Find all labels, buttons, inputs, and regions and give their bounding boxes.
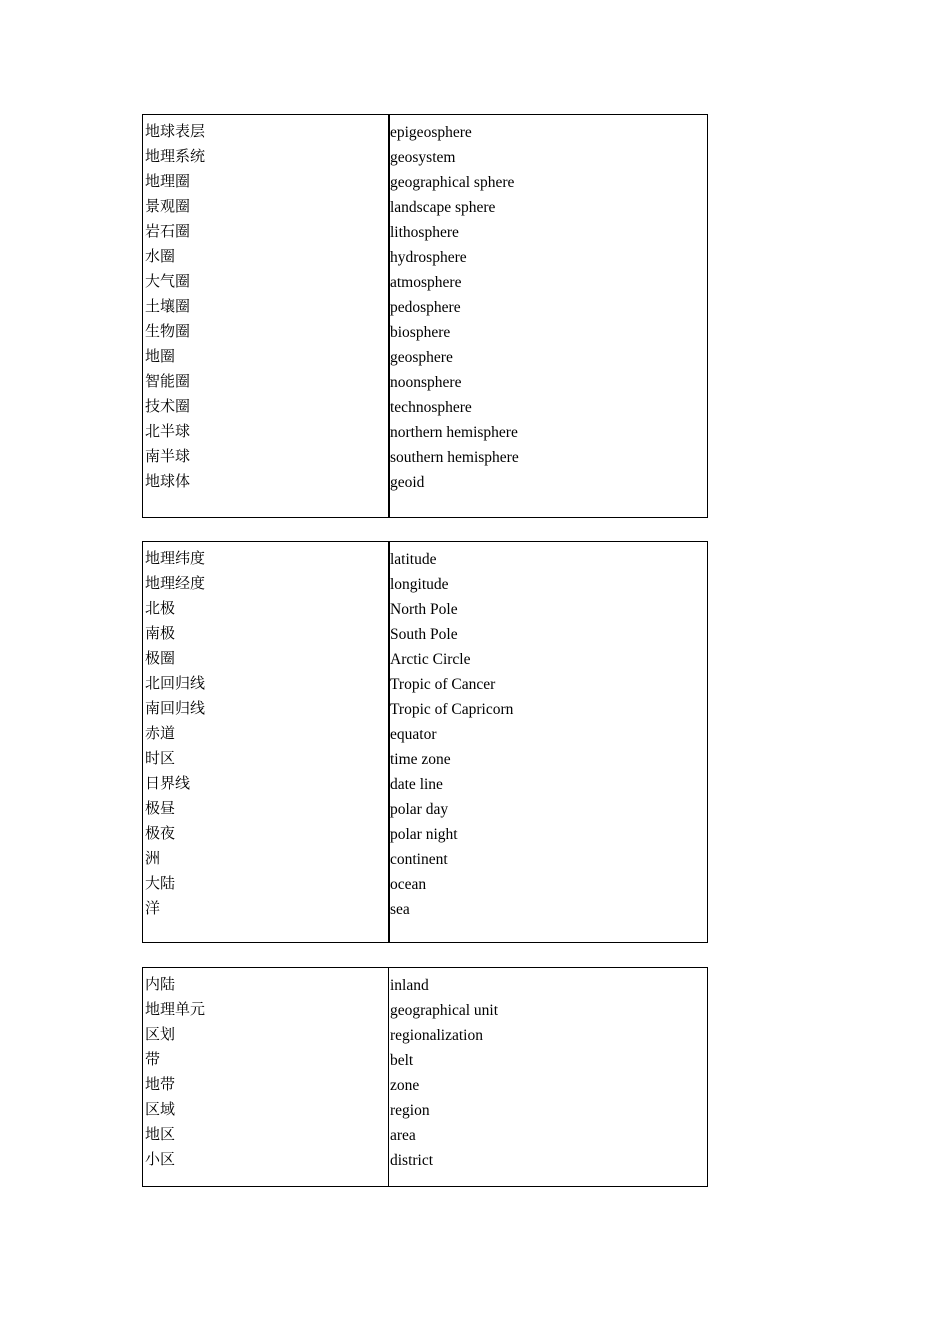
table-row (143, 219, 707, 244)
table-row (143, 746, 707, 771)
table-row (143, 621, 707, 646)
table-row (143, 596, 707, 621)
table-row (143, 319, 707, 344)
chinese-term: 赤道 (145, 724, 176, 742)
english-term: atmosphere (390, 274, 462, 291)
chinese-term: 区域 (145, 1100, 176, 1118)
english-term: geosphere (390, 349, 453, 366)
chinese-term: 小区 (145, 1150, 176, 1168)
table-rows (143, 119, 707, 494)
chinese-term: 景观圈 (145, 197, 191, 215)
table-row (143, 469, 707, 494)
table-row (143, 1047, 707, 1072)
table-row (143, 997, 707, 1022)
table-row (143, 169, 707, 194)
table-row (143, 796, 707, 821)
table-row (143, 771, 707, 796)
chinese-term: 北半球 (145, 422, 191, 440)
english-term: North Pole (390, 601, 458, 618)
table-row (143, 1072, 707, 1097)
table-row (143, 294, 707, 319)
table-row (143, 696, 707, 721)
english-term: equator (390, 726, 437, 743)
chinese-term: 水圈 (145, 247, 176, 265)
table-row (143, 972, 707, 997)
table-row (143, 671, 707, 696)
english-term: pedosphere (390, 299, 461, 316)
chinese-term: 地球表层 (145, 122, 206, 140)
english-term: district (390, 1152, 434, 1169)
chinese-term: 南回归线 (145, 699, 206, 717)
table-row (143, 269, 707, 294)
table-row (143, 419, 707, 444)
english-term: landscape sphere (390, 199, 496, 216)
chinese-term: 地理单元 (145, 1000, 206, 1018)
chinese-term: 智能圈 (145, 372, 191, 390)
table-row (143, 1022, 707, 1047)
english-term: geographical sphere (390, 174, 515, 191)
table-row (143, 394, 707, 419)
chinese-term: 时区 (145, 749, 176, 767)
chinese-term: 北回归线 (145, 674, 206, 692)
chinese-term: 大气圈 (145, 272, 191, 290)
chinese-term: 极昼 (145, 799, 176, 817)
chinese-term: 地带 (145, 1075, 176, 1093)
chinese-term: 区划 (145, 1025, 176, 1043)
chinese-term: 北极 (145, 599, 176, 617)
english-term: epigeosphere (390, 124, 472, 141)
english-term: geoid (390, 474, 425, 491)
english-term: regionalization (390, 1027, 483, 1044)
table-row (143, 721, 707, 746)
chinese-term: 内陆 (145, 975, 176, 993)
table-row (143, 1097, 707, 1122)
table-rows (143, 972, 707, 1172)
english-term: lithosphere (390, 224, 459, 241)
glossary-table-3 (142, 967, 708, 1187)
table-row (143, 194, 707, 219)
table-row (143, 846, 707, 871)
english-term: area (390, 1127, 416, 1144)
chinese-term: 地理系统 (145, 147, 206, 165)
chinese-term: 洋 (145, 899, 161, 917)
chinese-term: 洲 (145, 849, 161, 867)
chinese-term: 土壤圈 (145, 297, 191, 315)
english-term: Arctic Circle (390, 651, 471, 668)
glossary-table-1 (142, 114, 708, 518)
english-term: South Pole (390, 626, 458, 643)
english-term: date line (390, 776, 443, 793)
english-term: region (390, 1102, 430, 1119)
table-row (143, 896, 707, 921)
chinese-term: 地理圈 (145, 172, 191, 190)
english-term: ocean (390, 876, 427, 893)
chinese-term: 地区 (145, 1125, 176, 1143)
table-rows (143, 546, 707, 921)
table-row (143, 144, 707, 169)
table-row (143, 244, 707, 269)
chinese-term: 地理经度 (145, 574, 206, 592)
chinese-term: 日界线 (145, 774, 191, 792)
english-term: zone (390, 1077, 420, 1094)
english-term: belt (390, 1052, 414, 1069)
table-row (143, 646, 707, 671)
english-term: Tropic of Cancer (390, 676, 496, 693)
english-term: geosystem (390, 149, 456, 166)
table-row (143, 369, 707, 394)
english-term: noonsphere (390, 374, 462, 391)
chinese-term: 带 (145, 1050, 161, 1068)
english-term: inland (390, 977, 429, 994)
chinese-term: 南极 (145, 624, 176, 642)
glossary-table-2 (142, 541, 708, 943)
english-term: continent (390, 851, 448, 868)
english-term: northern hemisphere (390, 424, 518, 441)
chinese-term: 技术圈 (145, 397, 191, 415)
english-term: geographical unit (390, 1002, 499, 1019)
table-row (143, 871, 707, 896)
table-row (143, 821, 707, 846)
table-row (143, 571, 707, 596)
english-term: longitude (390, 576, 449, 593)
english-term: biosphere (390, 324, 451, 341)
table-row (143, 119, 707, 144)
english-term: hydrosphere (390, 249, 467, 266)
table-row (143, 546, 707, 571)
chinese-term: 南半球 (145, 447, 191, 465)
chinese-term: 地球体 (145, 472, 191, 490)
chinese-term: 大陆 (145, 874, 176, 892)
chinese-term: 极夜 (145, 824, 176, 842)
chinese-term: 地圈 (145, 347, 176, 365)
table-row (143, 1147, 707, 1172)
english-term: sea (390, 901, 410, 918)
chinese-term: 极圈 (145, 649, 176, 667)
chinese-term: 地理纬度 (145, 549, 206, 567)
english-term: time zone (390, 751, 451, 768)
english-term: latitude (390, 551, 437, 568)
english-term: Tropic of Capricorn (390, 701, 514, 718)
english-term: technosphere (390, 399, 472, 416)
table-row (143, 344, 707, 369)
english-term: polar day (390, 801, 449, 818)
english-term: southern hemisphere (390, 449, 519, 466)
chinese-term: 生物圈 (145, 322, 191, 340)
table-row (143, 1122, 707, 1147)
chinese-term: 岩石圈 (145, 222, 191, 240)
table-row (143, 444, 707, 469)
english-term: polar night (390, 826, 458, 843)
